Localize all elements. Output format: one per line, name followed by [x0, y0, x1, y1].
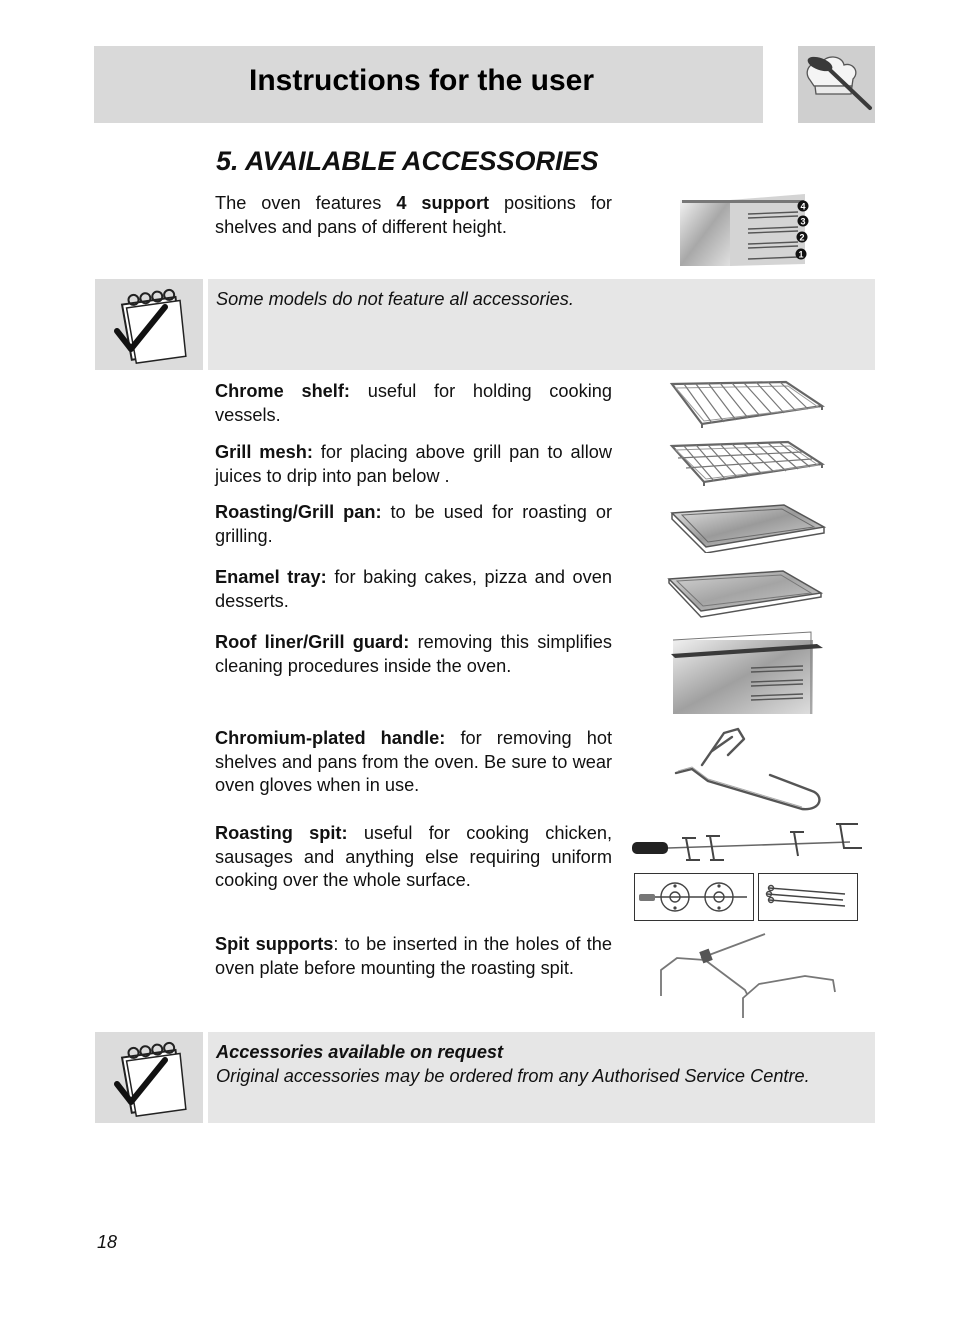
- accessory-desc: for removing hot shelves and pans from the oven. Be sure to wear oven gloves when in use.: [215, 728, 612, 795]
- accessory-desc: removing this simplifies cleaning procedures inside the oven.: [215, 632, 612, 676]
- position-2-label: 2: [799, 232, 805, 243]
- accessory-roof-liner: [215, 631, 612, 678]
- accessory-name: Enamel tray:: [215, 567, 327, 587]
- chromium-handle-image: [672, 725, 827, 811]
- note-2-text: Original accessories may be ordered from any Authorised Service Centre.: [216, 1065, 810, 1086]
- accessory-chrome-shelf: [215, 380, 612, 427]
- accessory-desc: for baking cakes, pizza and oven desserts.: [215, 567, 612, 611]
- oven-support-positions-image: [680, 192, 810, 267]
- notepad-check-icon: [95, 1032, 203, 1123]
- intro-text-bold: 4 support: [396, 193, 490, 213]
- chef-hat-spoon-icon: [798, 46, 875, 123]
- position-1-label: 1: [798, 249, 804, 260]
- accessory-chromium-handle: [215, 727, 612, 798]
- note-1-text: Some models do not feature all accessories.: [216, 289, 574, 309]
- page-header-title: Instructions for the user: [249, 64, 595, 97]
- accessory-name: Roof liner/Grill guard:: [215, 632, 410, 652]
- note-2-content: [216, 1041, 868, 1088]
- roasting-pan-image: [668, 501, 828, 553]
- spit-forks-image: [634, 873, 754, 921]
- spit-skewers-image: [758, 873, 858, 921]
- accessory-desc: for placing above grill pan to allow juices to drip into pan below .: [215, 442, 612, 486]
- chrome-shelf-image: [668, 378, 828, 430]
- section-title: 5. AVAILABLE ACCESSORIES: [216, 146, 599, 176]
- accessory-name: Grill mesh:: [215, 442, 313, 462]
- roasting-spit-image: [630, 820, 870, 866]
- accessory-grill-mesh: [215, 441, 612, 488]
- intro-paragraph: [215, 192, 612, 239]
- note-box-2: [95, 1032, 875, 1123]
- accessory-name: Chromium-plated handle:: [215, 728, 446, 748]
- accessory-enamel-tray: [215, 566, 612, 613]
- intro-text-post: positions for shelves and pans of different height.: [215, 193, 612, 237]
- position-4-label: 4: [800, 201, 806, 212]
- note-box-1: [95, 279, 875, 370]
- accessory-desc: useful for cooking chicken, sausages and anything else requiring uniform cooking over the whole surface.: [215, 823, 612, 890]
- accessory-roasting-spit: [215, 822, 612, 893]
- accessory-spit-supports: [215, 933, 612, 980]
- enamel-tray-image: [665, 567, 825, 619]
- intro-text-pre: The oven features: [215, 193, 397, 213]
- accessory-desc: useful for holding cooking vessels.: [215, 381, 612, 425]
- notepad-check-icon: [95, 279, 203, 370]
- accessory-name: Roasting/Grill pan:: [215, 502, 382, 522]
- accessory-desc: to be used for roasting or grilling.: [215, 502, 613, 546]
- accessory-name: Spit supports: [215, 934, 334, 954]
- note-2-title: Accessories available on request: [216, 1042, 504, 1062]
- spit-supports-image: [655, 930, 840, 1022]
- accessory-roasting-grill-pan: [215, 501, 612, 548]
- accessory-desc: : to be inserted in the holes of the oven plate before mounting the roasting spit.: [215, 934, 612, 978]
- chef-logo: [798, 46, 875, 123]
- roof-liner-image: [671, 630, 826, 714]
- page-number: 18: [97, 1232, 118, 1252]
- position-3-label: 3: [800, 216, 806, 227]
- accessory-name: Roasting spit:: [215, 823, 348, 843]
- grill-mesh-image: [668, 438, 828, 490]
- header-bar: [94, 46, 763, 123]
- accessory-name: Chrome shelf:: [215, 381, 350, 401]
